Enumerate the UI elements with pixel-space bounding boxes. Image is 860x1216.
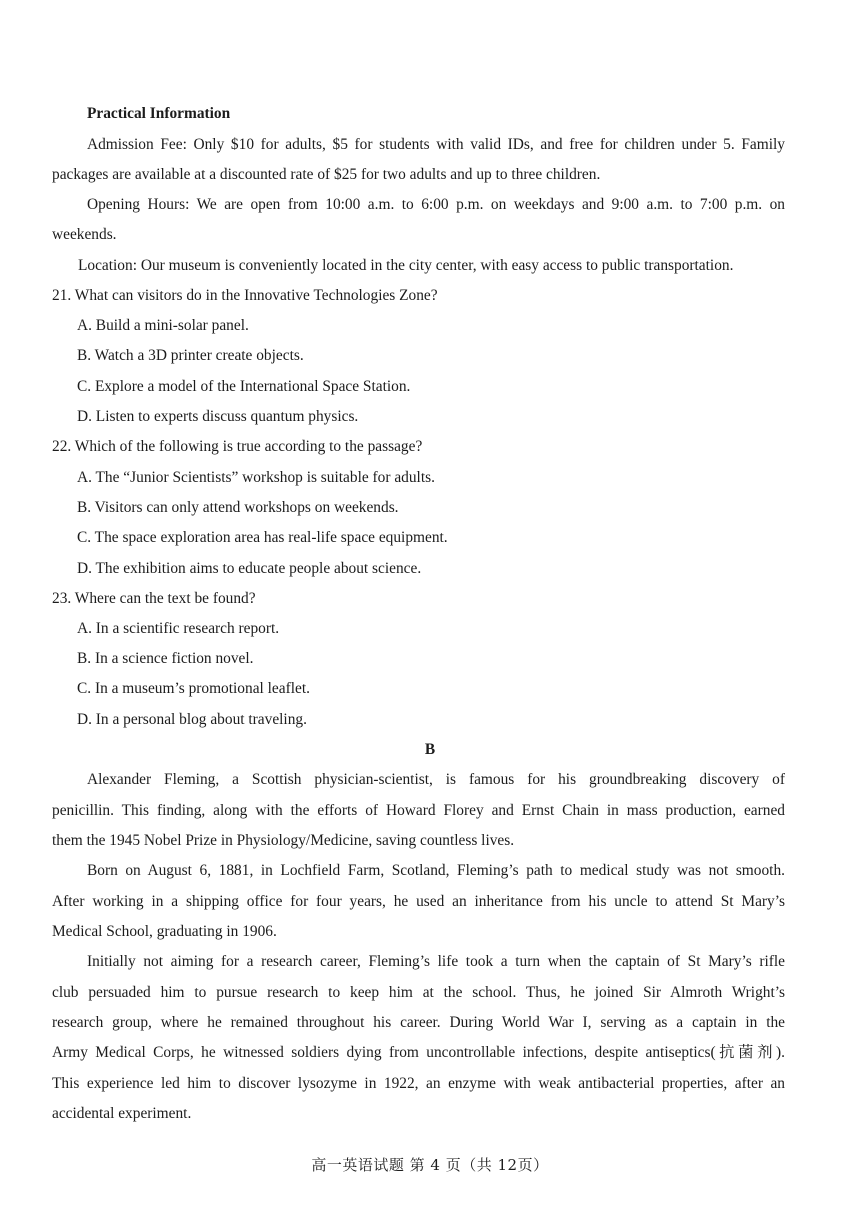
opening-hours-line-2: weekends. bbox=[52, 226, 117, 243]
question-22-stem: 22. Which of the following is true according to the passage? bbox=[52, 438, 423, 455]
question-21-option-b: B. Watch a 3D printer create objects. bbox=[77, 347, 304, 364]
passage-b-p3-line-6: accidental experiment. bbox=[52, 1105, 192, 1122]
question-21-option-c: C. Explore a model of the International Space Station. bbox=[77, 378, 411, 395]
passage-b-p1-line-3: them the 1945 Nobel Prize in Physiology/Medicine, saving countless lives. bbox=[52, 832, 515, 849]
question-23-stem: 23. Where can the text be found? bbox=[52, 590, 256, 607]
practical-info-heading: Practical Information bbox=[87, 105, 231, 122]
passage-b-p3-line-3: research group, where he remained throughout his career. During World War I, serving as a captain in the bbox=[52, 1014, 785, 1031]
question-23-option-d: D. In a personal blog about traveling. bbox=[77, 711, 307, 728]
passage-b-p3-line-1: Initially not aiming for a research career, Fleming’s life took a turn when the captain of St Mary’s rifle bbox=[87, 953, 785, 970]
question-21-option-d: D. Listen to experts discuss quantum physics. bbox=[77, 408, 359, 425]
passage-b-p3-line-4: Army Medical Corps, he witnessed soldiers dying from uncontrollable infections, despite antiseptics(抗菌剂). bbox=[52, 1044, 785, 1061]
question-23-option-c: C. In a museum’s promotional leaflet. bbox=[77, 680, 310, 697]
section-b-label: B bbox=[424, 741, 436, 758]
question-23-option-b: B. In a science fiction novel. bbox=[77, 650, 254, 667]
passage-b-p3-line-2: club persuaded him to pursue research to keep him at the school. Thus, he joined Sir Almroth Wright’s bbox=[52, 984, 785, 1001]
question-22-option-d: D. The exhibition aims to educate people about science. bbox=[77, 560, 422, 577]
admission-fee-line-1: Admission Fee: Only $10 for adults, $5 for students with valid IDs, and free for children under 5. Family bbox=[87, 136, 785, 153]
passage-b-p2-line-1: Born on August 6, 1881, in Lochfield Farm, Scotland, Fleming’s path to medical study was not smooth. bbox=[87, 862, 785, 879]
passage-b-p1-line-2: penicillin. This finding, along with the efforts of Howard Florey and Ernst Chain in mass production, earned bbox=[52, 802, 785, 819]
question-21-option-a: A. Build a mini-solar panel. bbox=[77, 317, 249, 334]
passage-b-p2-line-3: Medical School, graduating in 1906. bbox=[52, 923, 277, 940]
question-22-option-b: B. Visitors can only attend workshops on weekends. bbox=[77, 499, 399, 516]
passage-b-p3-line-5: This experience led him to discover lysozyme in 1922, an enzyme with weak antibacterial properties, after an bbox=[52, 1075, 785, 1092]
location-line: Location: Our museum is conveniently located in the city center, with easy access to public transportation. bbox=[78, 257, 734, 274]
question-22-option-a: A. The “Junior Scientists” workshop is suitable for adults. bbox=[77, 469, 435, 486]
question-21-stem: 21. What can visitors do in the Innovative Technologies Zone? bbox=[52, 287, 438, 304]
page-footer: 高一英语试题 第 4 页（共 12页） bbox=[311, 1156, 549, 1174]
passage-b-p2-line-2: After working in a shipping office for four years, he used an inheritance from his uncle to attend St Mary’s bbox=[52, 893, 785, 910]
question-22-option-c: C. The space exploration area has real-life space equipment. bbox=[77, 529, 448, 546]
question-23-option-a: A. In a scientific research report. bbox=[77, 620, 280, 637]
opening-hours-line-1: Opening Hours: We are open from 10:00 a.m. to 6:00 p.m. on weekdays and 9:00 a.m. to 7:00 p.m. on bbox=[87, 196, 785, 213]
admission-fee-line-2: packages are available at a discounted rate of $25 for two adults and up to three children. bbox=[52, 166, 601, 183]
passage-b-p1-line-1: Alexander Fleming, a Scottish physician-scientist, is famous for his groundbreaking discovery of bbox=[87, 771, 785, 788]
